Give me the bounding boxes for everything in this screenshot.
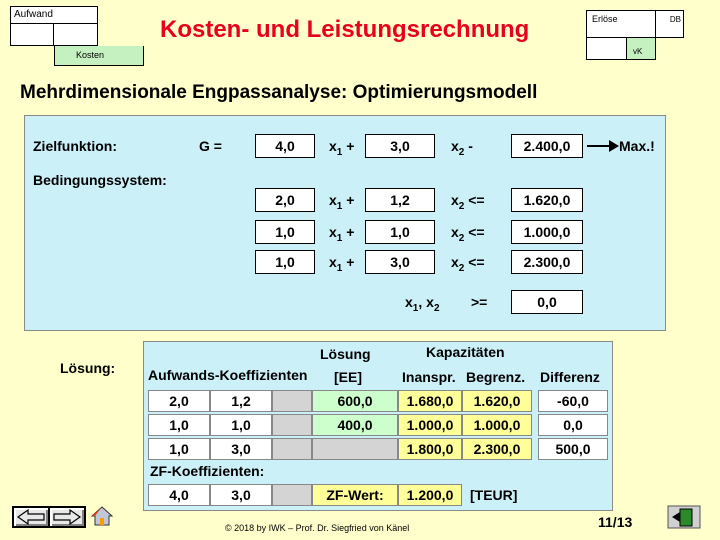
zf-wert-label: ZF-Wert:	[312, 484, 398, 506]
constraint-2-coef-2[interactable]: 1,0	[365, 220, 435, 244]
optimization-model-panel	[24, 115, 666, 331]
constraints-label: Bedingungssystem:	[33, 172, 167, 188]
header-ee: [EE]	[334, 369, 362, 385]
constraint-1-var-2: $x_2$ <=	[451, 192, 485, 212]
arrow-left-icon	[14, 508, 48, 526]
header-inanspr: Inanspr.	[402, 369, 456, 385]
logo-erloese-db	[586, 10, 698, 60]
row-2-differenz: 0,0	[538, 414, 608, 436]
nonneg-vars: $x_1$, $x_2$	[405, 294, 440, 314]
constraint-3-coef-1[interactable]: 1,0	[255, 250, 315, 274]
constraint-3-var-2: $x_2$ <=	[451, 254, 485, 274]
objective-coef-1[interactable]: 4,0	[255, 134, 315, 158]
row-2-spacer	[272, 414, 312, 436]
zf-wert: 1.200,0	[398, 484, 462, 506]
objective-var-2: $x_2$ -	[451, 138, 473, 158]
header-differenz: Differenz	[540, 369, 600, 385]
constraint-2-coef-1[interactable]: 1,0	[255, 220, 315, 244]
row-1-inanspr: 1.680,0	[398, 390, 462, 412]
constraint-2-var-1: $x_1$ +	[329, 224, 355, 244]
zf-label: ZF-Koeffizienten:	[150, 463, 265, 479]
exit-icon[interactable]	[666, 504, 702, 530]
objective-target: Max.!	[619, 138, 655, 154]
row-1-loesung: 600,0	[312, 390, 398, 412]
constraint-3-var-1: $x_1$ +	[329, 254, 355, 274]
logo-vk-label: vK	[626, 38, 656, 60]
copyright-text: © 2018 by IWK – Prof. Dr. Siegfried von Känel	[225, 523, 410, 533]
zf-coef-2[interactable]: 3,0	[210, 484, 272, 506]
row-3-coef-1[interactable]: 1,0	[148, 438, 210, 460]
constraint-3-rhs[interactable]: 2.300,0	[511, 250, 583, 274]
row-2-inanspr: 1.000,0	[398, 414, 462, 436]
row-1-spacer	[272, 390, 312, 412]
arrow-right-icon	[585, 138, 621, 154]
zf-spacer	[272, 484, 312, 506]
header-begrenz: Begrenz.	[466, 369, 526, 385]
solution-label: Lösung:	[60, 360, 116, 376]
g-label: G =	[199, 138, 222, 154]
logo-aufwand-label: Aufwand	[10, 6, 98, 24]
row-2-begrenz: 1.000,0	[462, 414, 532, 436]
home-icon[interactable]	[90, 505, 114, 527]
objective-coef-2[interactable]: 3,0	[365, 134, 435, 158]
objective-var-1: $x_1$ +	[329, 138, 355, 158]
constraint-3-coef-2[interactable]: 3,0	[365, 250, 435, 274]
arrow-right-icon	[50, 508, 84, 526]
logo-db-label: DB	[656, 10, 684, 38]
row-1-begrenz: 1.620,0	[462, 390, 532, 412]
page-number: 11/13	[598, 514, 633, 530]
nonneg-rhs[interactable]: 0,0	[511, 290, 583, 314]
zf-unit: [TEUR]	[470, 487, 518, 503]
constraint-1-coef-2[interactable]: 1,2	[365, 188, 435, 212]
nonneg-rel: >=	[471, 294, 488, 310]
constraint-1-rhs[interactable]: 1.620,0	[511, 188, 583, 212]
logo-aufwand-kosten	[10, 6, 105, 61]
logo-erloese-label: Erlöse	[586, 10, 656, 38]
solution-table	[143, 341, 613, 511]
objective-constant[interactable]: 2.400,0	[511, 134, 583, 158]
objective-label: Zielfunktion:	[33, 138, 117, 154]
row-1-differenz: -60,0	[538, 390, 608, 412]
row-2-loesung: 400,0	[312, 414, 398, 436]
row-1-coef-1[interactable]: 2,0	[148, 390, 210, 412]
constraint-2-var-2: $x_2$ <=	[451, 224, 485, 244]
constraint-1-var-1: $x_1$ +	[329, 192, 355, 212]
constraint-1-coef-1[interactable]: 2,0	[255, 188, 315, 212]
row-1-coef-2[interactable]: 1,2	[210, 390, 272, 412]
row-3-spacer	[272, 438, 312, 460]
logo-kosten-label: Kosten	[76, 50, 105, 60]
constraint-2-rhs[interactable]: 1.000,0	[511, 220, 583, 244]
header-loesung: Lösung	[320, 346, 371, 362]
nav-forward-button[interactable]	[48, 506, 86, 528]
row-3-loesung	[312, 438, 398, 460]
header-coefficients: Aufwands-Koeffizienten	[148, 367, 308, 383]
logo-kosten-block	[54, 46, 144, 66]
zf-coef-1[interactable]: 4,0	[148, 484, 210, 506]
row-3-coef-2[interactable]: 3,0	[210, 438, 272, 460]
logo-block	[54, 24, 98, 46]
row-3-begrenz: 2.300,0	[462, 438, 532, 460]
row-3-inanspr: 1.800,0	[398, 438, 462, 460]
row-3-differenz: 500,0	[538, 438, 608, 460]
nav-back-button[interactable]	[12, 506, 50, 528]
row-2-coef-1[interactable]: 1,0	[148, 414, 210, 436]
row-2-coef-2[interactable]: 1,0	[210, 414, 272, 436]
section-subtitle: Mehrdimensionale Engpassanalyse: Optimierungsmodell	[20, 82, 538, 103]
header-kapazitaeten: Kapazitäten	[426, 344, 505, 360]
page-title: Kosten- und Leistungsrechnung	[160, 16, 530, 43]
logo-block	[10, 24, 54, 46]
